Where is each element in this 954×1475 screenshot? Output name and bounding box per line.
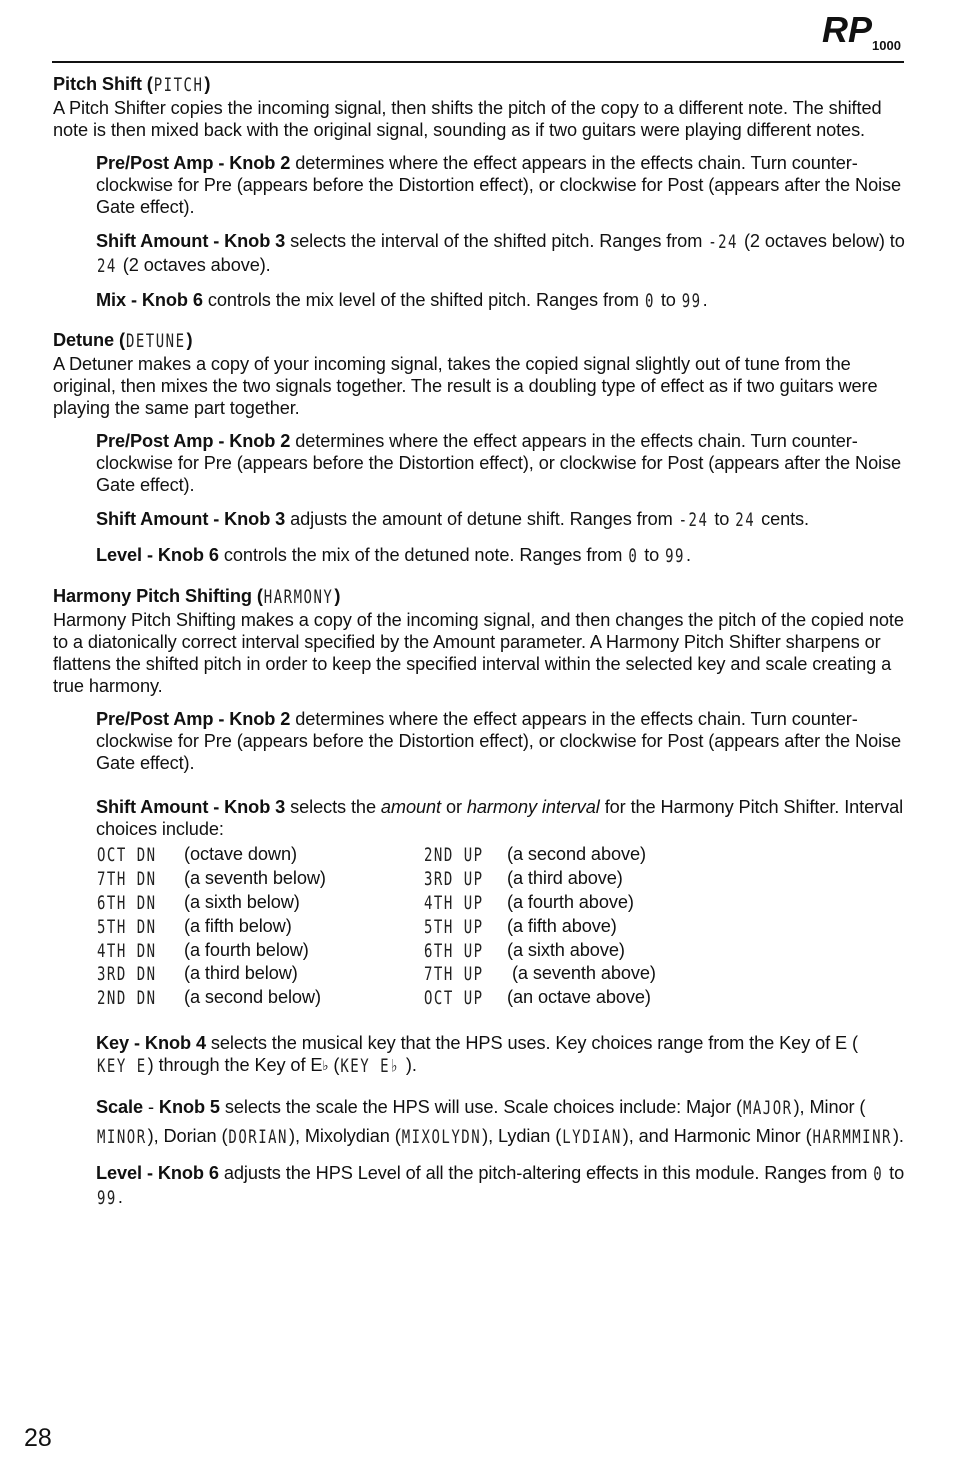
section-title: Harmony Pitch Shifting (HARMONY) xyxy=(53,586,905,610)
lcd-code: 99 xyxy=(97,1188,117,1210)
page-number: 28 xyxy=(24,1424,52,1452)
interval-row: OCT DN (octave down) xyxy=(96,844,423,868)
lcd-code: 99 xyxy=(665,545,685,567)
lcd-code: 2ND UP xyxy=(424,845,484,867)
interval-row: 7TH DN (a seventh below) xyxy=(96,868,423,892)
interval-row: 3RD UP (a third above) xyxy=(423,868,753,892)
lcd-code: OCT DN xyxy=(97,845,157,867)
lcd-code: 3RD DN xyxy=(97,964,157,986)
lcd-code: -24 xyxy=(708,232,738,253)
param-scale: Scale - Knob 5 selects the scale the HPS will use. Scale choices include: Major (MAJOR), Minor (MINOR), Dorian (DORIAN), Mixolydian (MIXOLYDN), Lydian (LYDIAN), and Harmonic Minor (HARMMINR). xyxy=(96,1094,905,1151)
lcd-code: HARMMINR xyxy=(812,1127,892,1149)
interval-row: 6TH UP (a sixth above) xyxy=(423,940,753,964)
param-pre-post: Pre/Post Amp - Knob 2 determines where the effect appears in the effects chain. Turn counter-clockwise for Pre (appears before the Distortion effect), or clockwise for Post (appears after the Noise Gate effect). xyxy=(96,431,902,495)
interval-row: 5TH UP (a fifth above) xyxy=(423,916,753,940)
param-shift-amount: Shift Amount - Knob 3 adjusts the amount of detune shift. Ranges from -24 to 24 cents. xyxy=(96,509,905,533)
param-shift-amount: Shift Amount - Knob 3 selects the amount or harmony interval for the Harmony Pitch Shifter. Interval choices include: xyxy=(96,796,904,839)
interval-row: 3RD DN (a third below) xyxy=(96,963,423,987)
interval-row: 5TH DN (a fifth below) xyxy=(96,916,423,940)
section-intro: Harmony Pitch Shifting makes a copy of the incoming signal, and then changes the pitch of the copied note to a diatonically correct interval specified by the Amount parameter. A Harmony Pitch Shifter sharpens or flattens the shifted pitch in order to keep the specified interval within the selected key and scale creating a true harmony. xyxy=(53,610,904,696)
lcd-code: 6TH DN xyxy=(97,893,157,915)
lcd-code: 2ND DN xyxy=(97,988,157,1010)
lcd-code: 0 xyxy=(644,291,655,313)
interval-column-down xyxy=(96,844,423,1011)
lcd-code: OCT UP xyxy=(424,988,484,1010)
lcd-code: MINOR xyxy=(97,1127,147,1149)
interval-table xyxy=(96,844,905,1011)
lcd-code: HARMONY xyxy=(263,587,334,609)
lcd-code: 0 xyxy=(628,545,639,567)
lcd-code: 3RD UP xyxy=(424,869,484,891)
lcd-code: PITCH xyxy=(153,75,204,97)
lcd-code: 24 xyxy=(97,255,117,277)
lcd-code: 4TH DN xyxy=(97,940,157,962)
lcd-code: -24 xyxy=(678,510,709,531)
lcd-code: MAJOR xyxy=(742,1099,793,1120)
svg-text:1000: 1000 xyxy=(872,38,901,52)
header-rule xyxy=(52,61,904,63)
interval-row: 2ND DN (a second below) xyxy=(96,987,423,1011)
svg-text:RP: RP xyxy=(822,10,873,50)
interval-row: 4TH UP (a fourth above) xyxy=(423,892,753,916)
lcd-code: 6TH UP xyxy=(424,940,484,962)
flat-symbol: ♭ xyxy=(322,1057,329,1073)
lcd-code: KEY E xyxy=(97,1056,147,1077)
lcd-code: KEY E♭ xyxy=(340,1056,400,1077)
rp1000-logo xyxy=(822,10,904,52)
section-title: Pitch Shift (PITCH) xyxy=(53,74,905,98)
section-pitch-shift xyxy=(53,74,905,314)
interval-row: 7TH UP (a seventh above) xyxy=(423,963,753,987)
lcd-code: DORIAN xyxy=(228,1127,288,1149)
param-shift-amount: Shift Amount - Knob 3 selects the interval of the shifted pitch. Ranges from -24 (2 octaves below) to 24 (2 octaves above). xyxy=(96,231,905,279)
lcd-code: LYDIAN xyxy=(562,1127,622,1149)
lcd-code: 7TH UP xyxy=(424,964,484,986)
param-mix: Mix - Knob 6 controls the mix level of the shifted pitch. Ranges from 0 to 99. xyxy=(96,290,905,314)
param-pre-post: Pre/Post Amp - Knob 2 determines where the effect appears in the effects chain. Turn counter-clockwise for Pre (appears before the Distortion effect), or clockwise for Post (appears after the Noise Gate effect). xyxy=(96,153,902,217)
lcd-code: 4TH UP xyxy=(424,893,484,915)
lcd-code: 99 xyxy=(681,291,702,313)
section-intro: A Pitch Shifter copies the incoming signal, then shifts the pitch of the copy to a different note. The shifted note is then mixed back with the original signal, sounding as if two guitars were playing different notes. xyxy=(53,97,882,140)
interval-row: 6TH DN (a sixth below) xyxy=(96,892,423,916)
section-title: Detune (DETUNE) xyxy=(53,330,905,354)
interval-row: 4TH DN (a fourth below) xyxy=(96,940,423,964)
lcd-code: 5TH DN xyxy=(97,917,157,938)
param-level: Level - Knob 6 controls the mix of the detuned note. Ranges from 0 to 99. xyxy=(96,545,905,569)
lcd-code: 24 xyxy=(735,510,756,531)
param-key: Key - Knob 4 selects the musical key that the HPS uses. Key choices range from the Key of E (KEY E) through the Key of E♭ (KEY E♭ ). xyxy=(96,1033,905,1079)
interval-column-up xyxy=(423,844,753,1011)
section-detune xyxy=(53,330,905,568)
manual-content xyxy=(53,74,905,1211)
param-level: Level - Knob 6 adjusts the HPS Level of all the pitch-altering effects in this module. Ranges from 0 to 99. xyxy=(96,1163,905,1211)
section-harmony xyxy=(53,586,905,1211)
lcd-code: 7TH DN xyxy=(97,869,157,891)
interval-row: 2ND UP (a second above) xyxy=(423,844,753,868)
lcd-code: 0 xyxy=(873,1164,884,1186)
lcd-code: DETUNE xyxy=(125,331,186,353)
param-pre-post: Pre/Post Amp - Knob 2 determines where the effect appears in the effects chain. Turn counter-clockwise for Pre (appears before the Distortion effect), or clockwise for Post (appears after the Noise Gate effect). xyxy=(96,709,902,773)
lcd-code: 5TH UP xyxy=(424,917,484,938)
interval-row: OCT UP (an octave above) xyxy=(423,987,753,1011)
lcd-code: MIXOLYDN xyxy=(401,1127,482,1149)
section-intro: A Detuner makes a copy of your incoming signal, takes the copied signal slightly out of tune from the original, then mixes the two signals together. The result is a doubling type of effect as if two guitars were playing the same part together. xyxy=(53,353,878,418)
